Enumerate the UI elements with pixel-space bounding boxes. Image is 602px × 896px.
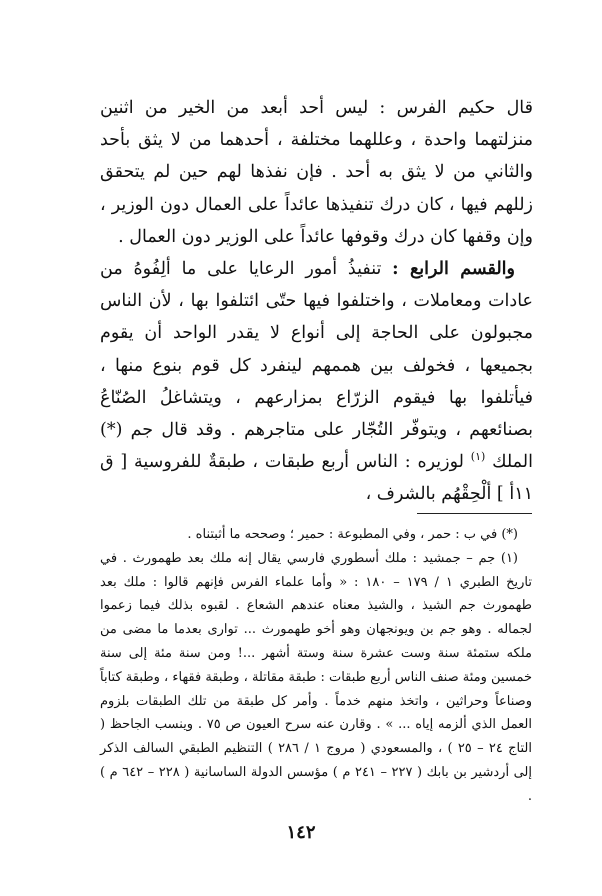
footnote-divider (417, 513, 532, 514)
paragraph-fourth-section (100, 253, 533, 511)
page-number: ١٤٢ (286, 822, 316, 843)
paragraph-fourth-section-continuation: لوزيره : الناس أربع طبقات ، طبقةٌ للفروسية [ ق ١١أ ] ألْحِقْهُم بالشرف ، (100, 452, 533, 505)
paragraph-hakim-al-furs: قال حكيم الفرس : ليس أحد أبعد من الخير من اثنين منزلتهما واحدة ، وعللهما مختلفة ، أحدهما من لا يثق بأحد والثاني من لا يثق به أحد . فإن نفذها لهم حين لم يتحقق زللهم فيها ، كان درك تنفيذها عائداً على العمال دون الوزير ، وإن وقفها كان درك وقوفها عائداً على الوزير دون العمال . (100, 98, 533, 247)
paragraph-fourth-section-text: تنفيذُ أمور الرعايا على ما ألِفُوهُ من عادات ومعاملات ، واختلفوا فيها حتّى ائتلفوا بها ، لأن الناس مجبولون على الحاجة إلى أنواع لا يقدر الواحد أن يقوم بجميعها ، فخولف بين هممهم لينفرد كل قوم بنوع منها ، فيأتلفوا بها فيقوم الزرّاع بمزارعهم ، ويتشاغلُ الصُنّاعُ بصنائعهم ، ويتوفّر التُجّار على متاجرهم . وقد قال جم (*) الملك (100, 259, 533, 473)
main-text-block (100, 92, 533, 511)
footnotes-block (100, 523, 532, 809)
footnote-1: (١) جم – جمشيد : ملك أسطوري فارسي يقال إنه ملك بعد طهمورث . في تاريخ الطبري ١ / ١٧٩ – ١٨٠ : « وأما علماء الفرس فإنهم قالوا : ملك بعد طهمورث جم الشيذ ، والشيذ معناه عندهم الشعاع . لقبوه بذلك فيما زعموا لجماله . وهو جم بن ويونجهان وهو أخو طهمورث ... توارى بعدما ما مضى من ملكه ستمئة سنة وست عشرة سنة وستة أشهر ...! ومن سنة مئة إلى سنة خمسين ومئة صنف الناس أربع طبقات : طبقة مقاتلة ، وطبقة فقهاء ، وطبقة كتاباً وصناعاً وحراثين ، واتخذ منهم خدماً . وأمر كل طبقة من تلك الطبقات بلزوم العمل الذي ألزمه إياه ... » . وقارن عنه سرح العيون ص ٧٥ . وينسب الجاحظ ( التاج ٢٤ – ٢٥ ) ، والمسعودي ( مروج ١ / ٢٨٦ ) التنظيم الطبقي السالف الذكر إلى أردشير بن بابك ( ٢٢٧ – ٢٤١ م ) مؤسس الدولة الساسانية ( ٢٢٨ – ٦٤٢ م ) . (100, 550, 533, 804)
footnote-star: (*) في ب : حمر ، وفي المطبوعة : حمير ؛ وصححه ما أثبتناه . (187, 527, 518, 542)
footnote-reference-1: (١) (470, 450, 486, 464)
section-heading: والقسم الرابع : (392, 259, 515, 280)
